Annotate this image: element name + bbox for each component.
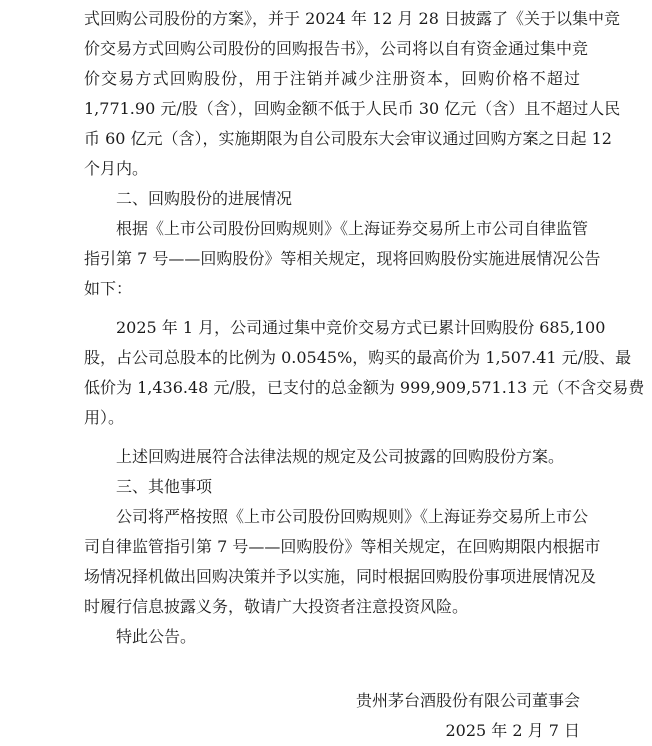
text-line: 1,771.90 元/股（含），回购金额不低于人民币 30 亿元（含）且不超过人民	[84, 99, 621, 118]
paragraph-regulations	[84, 214, 601, 304]
paragraph-buyback-plan	[84, 4, 621, 184]
paragraph-other-matters	[84, 502, 601, 622]
text-line: 价交易方式回购股份，用于注销并减少注册资本，回购价格不超过	[84, 69, 580, 88]
text-line: 用）。	[84, 408, 125, 427]
paragraph-compliance: 上述回购进展符合法律法规的规定及公司披露的回购股份方案。	[116, 447, 565, 466]
text-line: 场情况择机做出回购决策并予以实施，同时根据回购股份事项进展情况及	[84, 567, 597, 586]
text-line: 个月内。	[84, 159, 149, 178]
closing-statement: 特此公告。	[116, 627, 197, 646]
text-line: 价交易方式回购公司股份的回购报告书》，公司将以自有资金通过集中竞	[84, 39, 589, 58]
text-line: 司自律监管指引第 7 号——回购股份》等相关规定，在回购期限内根据市	[84, 537, 601, 556]
text-line: 股，占公司总股本的比例为 0.0545%，购买的最高价为 1,507.41 元/股、最	[84, 348, 632, 367]
section-heading-other-matters: 三、其他事项	[116, 477, 213, 496]
section-heading-progress: 二、回购股份的进展情况	[116, 189, 293, 208]
text-line: 根据《上市公司股份回购规则》《上海证券交易所上市公司自律监管	[116, 219, 589, 238]
text-line: 2025 年 1 月，公司通过集中竞价交易方式已累计回购股份 685,100	[116, 318, 606, 337]
text-line: 币 60 亿元（含），实施期限为自公司股东大会审议通过回购方案之日起 12	[84, 129, 612, 148]
signature-date: 2025 年 2 月 7 日	[445, 721, 580, 740]
text-line: 低价为 1,436.48 元/股，已支付的总金额为 999,909,571.13 元（不含交易费	[84, 378, 645, 397]
text-line: 公司将严格按照《上市公司股份回购规则》《上海证券交易所上市公	[116, 507, 589, 526]
text-line: 如下：	[84, 279, 133, 298]
text-line: 指引第 7 号——回购股份》等相关规定，现将回购股份实施进展情况公告	[84, 249, 601, 268]
text-line: 时履行信息披露义务，敬请广大投资者注意投资风险。	[84, 597, 469, 616]
signature-company: 贵州茅台酒股份有限公司董事会	[355, 691, 580, 710]
text-line: 式回购公司股份的方案》，并于 2024 年 12 月 28 日披露了《关于以集中竞	[84, 9, 620, 28]
announcement-page	[84, 4, 645, 746]
paragraph-progress-details	[84, 313, 645, 433]
